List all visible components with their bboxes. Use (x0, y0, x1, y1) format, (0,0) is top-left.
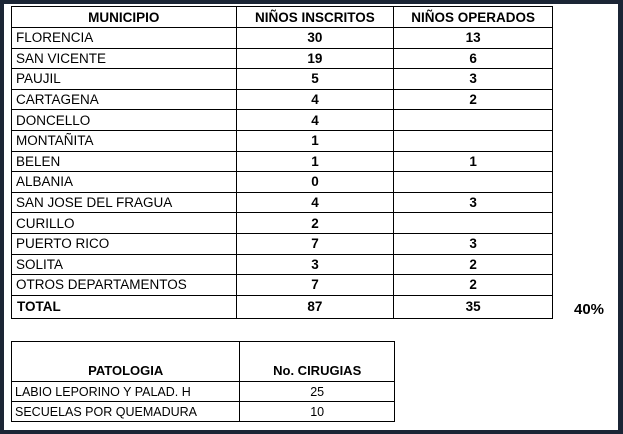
municipio-table (11, 6, 553, 319)
total-inscritos: 87 (236, 295, 394, 318)
table-row (12, 402, 395, 422)
operados-cell: 1 (394, 151, 553, 172)
municipio-cell: OTROS DEPARTAMENTOS (12, 275, 237, 296)
cirugias-cell: 25 (240, 382, 395, 402)
header-patologia: PATOLOGIA (12, 342, 240, 382)
operados-cell (394, 130, 553, 151)
operados-cell: 3 (394, 192, 553, 213)
inscritos-cell: 2 (236, 213, 394, 234)
municipio-cell: CARTAGENA (12, 89, 237, 110)
municipio-cell: PUERTO RICO (12, 233, 237, 254)
inscritos-cell: 1 (236, 130, 394, 151)
operados-cell: 6 (394, 48, 553, 69)
municipio-table-header (12, 7, 553, 28)
table-row (12, 192, 553, 213)
total-row (12, 295, 553, 318)
patologia-table (11, 341, 395, 422)
municipio-cell: BELEN (12, 151, 237, 172)
table-row (12, 28, 553, 49)
inscritos-cell: 7 (236, 275, 394, 296)
percent-operados: 40% (574, 301, 605, 318)
table-row (12, 110, 553, 131)
table-row (12, 130, 553, 151)
operados-cell: 2 (394, 254, 553, 275)
inscritos-cell: 30 (236, 28, 394, 49)
table-row (12, 275, 553, 296)
table-row (12, 151, 553, 172)
inscritos-cell: 5 (236, 69, 394, 90)
municipio-cell: SAN VICENTE (12, 48, 237, 69)
table-row (12, 69, 553, 90)
municipio-cell: SOLITA (12, 254, 237, 275)
table-row (12, 233, 553, 254)
municipio-cell: DONCELLO (12, 110, 237, 131)
municipio-cell: SAN JOSE DEL FRAGUA (12, 192, 237, 213)
patologia-table-header (12, 342, 395, 382)
operados-cell: 2 (394, 89, 553, 110)
municipio-cell: FLORENCIA (12, 28, 237, 49)
inscritos-cell: 4 (236, 192, 394, 213)
municipio-cell: PAUJIL (12, 69, 237, 90)
operados-cell: 2 (394, 275, 553, 296)
inscritos-cell: 4 (236, 110, 394, 131)
operados-cell: 3 (394, 233, 553, 254)
inscritos-cell: 4 (236, 89, 394, 110)
inscritos-cell: 1 (236, 151, 394, 172)
operados-cell (394, 213, 553, 234)
cirugias-cell: 10 (240, 402, 395, 422)
inscritos-cell: 7 (236, 233, 394, 254)
total-operados: 35 (394, 295, 553, 318)
header-no-cirugias: No. CIRUGIAS (240, 342, 395, 382)
municipio-cell: CURILLO (12, 213, 237, 234)
header-ninos-operados: NIÑOS OPERADOS (394, 7, 553, 28)
patologia-cell: LABIO LEPORINO Y PALAD. H (12, 382, 240, 402)
table-row (12, 48, 553, 69)
total-label: TOTAL (12, 295, 237, 318)
operados-cell: 13 (394, 28, 553, 49)
municipio-cell: ALBANIA (12, 172, 237, 193)
header-ninos-inscritos: NIÑOS INSCRITOS (236, 7, 394, 28)
inscritos-cell: 19 (236, 48, 394, 69)
municipio-cell: MONTAÑITA (12, 130, 237, 151)
operados-cell: 3 (394, 69, 553, 90)
inscritos-cell: 3 (236, 254, 394, 275)
operados-cell (394, 172, 553, 193)
table-row (12, 172, 553, 193)
table-row (12, 213, 553, 234)
table-row (12, 254, 553, 275)
inscritos-cell: 0 (236, 172, 394, 193)
table-row (12, 382, 395, 402)
operados-cell (394, 110, 553, 131)
patologia-cell: SECUELAS POR QUEMADURA (12, 402, 240, 422)
table-row (12, 89, 553, 110)
header-municipio: MUNICIPIO (12, 7, 237, 28)
